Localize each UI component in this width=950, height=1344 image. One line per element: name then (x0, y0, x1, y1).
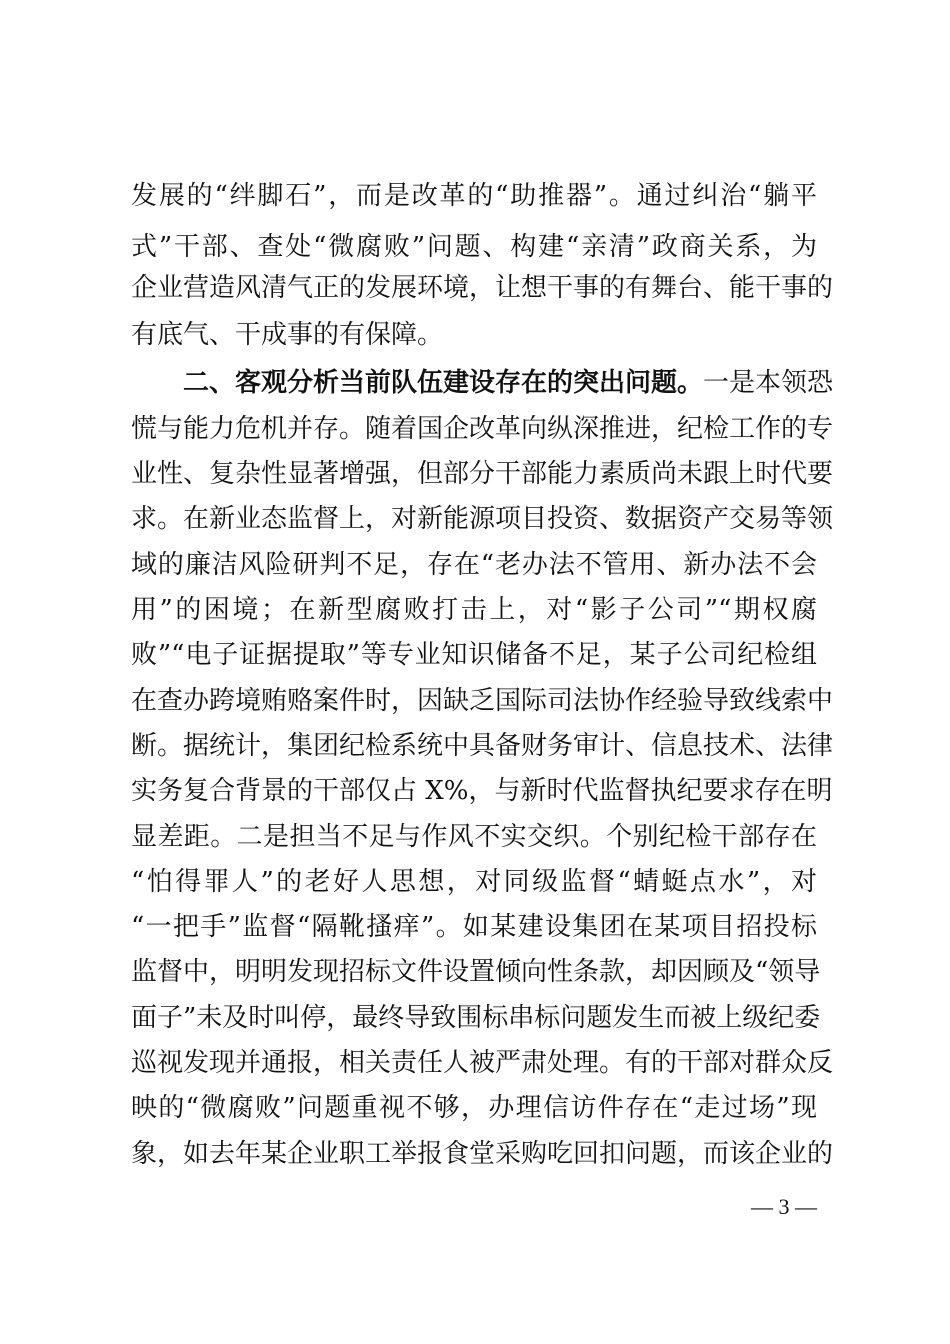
paragraph-line: 发展的“绊脚石”，而是改革的“助推器”。通过纠治“躺平 (131, 181, 817, 211)
paragraph-line: 用”的困境；在新型腐败打击上，对“影子公司”“期权腐 (131, 595, 817, 625)
paragraph-line: 在查办跨境贿赂案件时，因缺乏国际司法协作经验导致线索中 (131, 686, 834, 716)
paragraph-line: 域的廉洁风险研判不足，存在“老办法不管用、新办法不会 (131, 550, 817, 580)
paragraph-line: “怕得罪人”的老好人思想，对同级监督“蜻蜓点水”，对 (131, 867, 817, 897)
section-heading: 二、客观分析当前队伍建设存在的突出问题。 (183, 368, 704, 398)
paragraph-line: 映的“微腐败”问题重视不够，办理信访件存在“走过场”现 (131, 1093, 817, 1123)
paragraph-first-line (183, 363, 834, 403)
paragraph-line: 显差距。二是担当不足与作风不实交织。个别纪检干部存在 (131, 822, 817, 852)
paragraph-line: 慌与能力危机并存。随着国企改革向纵深推进，纪检工作的专 (131, 414, 834, 444)
paragraph-line: 象，如去年某企业职工举报食堂采购吃回扣问题，而该企业的 (131, 1139, 834, 1169)
paragraph-line: 业性、复杂性显著增强，但部分干部能力素质尚未跟上时代要 (131, 459, 834, 489)
paragraph-text: 一是本领恐 (703, 368, 834, 398)
paragraph-line: 巡视发现并通报，相关责任人被严肃处理。有的干部对群众反 (131, 1048, 834, 1078)
page-number: — 3 — (751, 1194, 817, 1219)
paragraph-line: 有底气、干成事的有保障。 (131, 320, 444, 350)
paragraph-line: 实务复合背景的干部仅占 X%，与新时代监督执纪要求存在明 (131, 776, 833, 806)
paragraph-line: 面子”未及时叫停，最终导致围标串标问题发生而被上级纪委 (131, 1003, 821, 1033)
paragraph-line: “一把手”监督“隔靴搔痒”。如某建设集团在某项目招投标 (131, 912, 817, 942)
paragraph-line: 败”“电子证据提取”等专业知识储备不足，某子公司纪检组 (131, 640, 817, 670)
paragraph-line: 式”干部、查处“微腐败”问题、构建“亲清”政商关系，为 (131, 232, 817, 262)
paragraph-line: 监督中，明明发现招标文件设置倾向性条款，却因顾及“领导 (131, 957, 821, 987)
paragraph-line: 断。据统计，集团纪检系统中具备财务审计、信息技术、法律 (131, 731, 834, 761)
paragraph-line: 求。在新业态监督上，对新能源项目投资、数据资产交易等领 (131, 504, 834, 534)
paragraph-line: 企业营造风清气正的发展环境，让想干事的有舞台、能干事的 (131, 273, 834, 303)
